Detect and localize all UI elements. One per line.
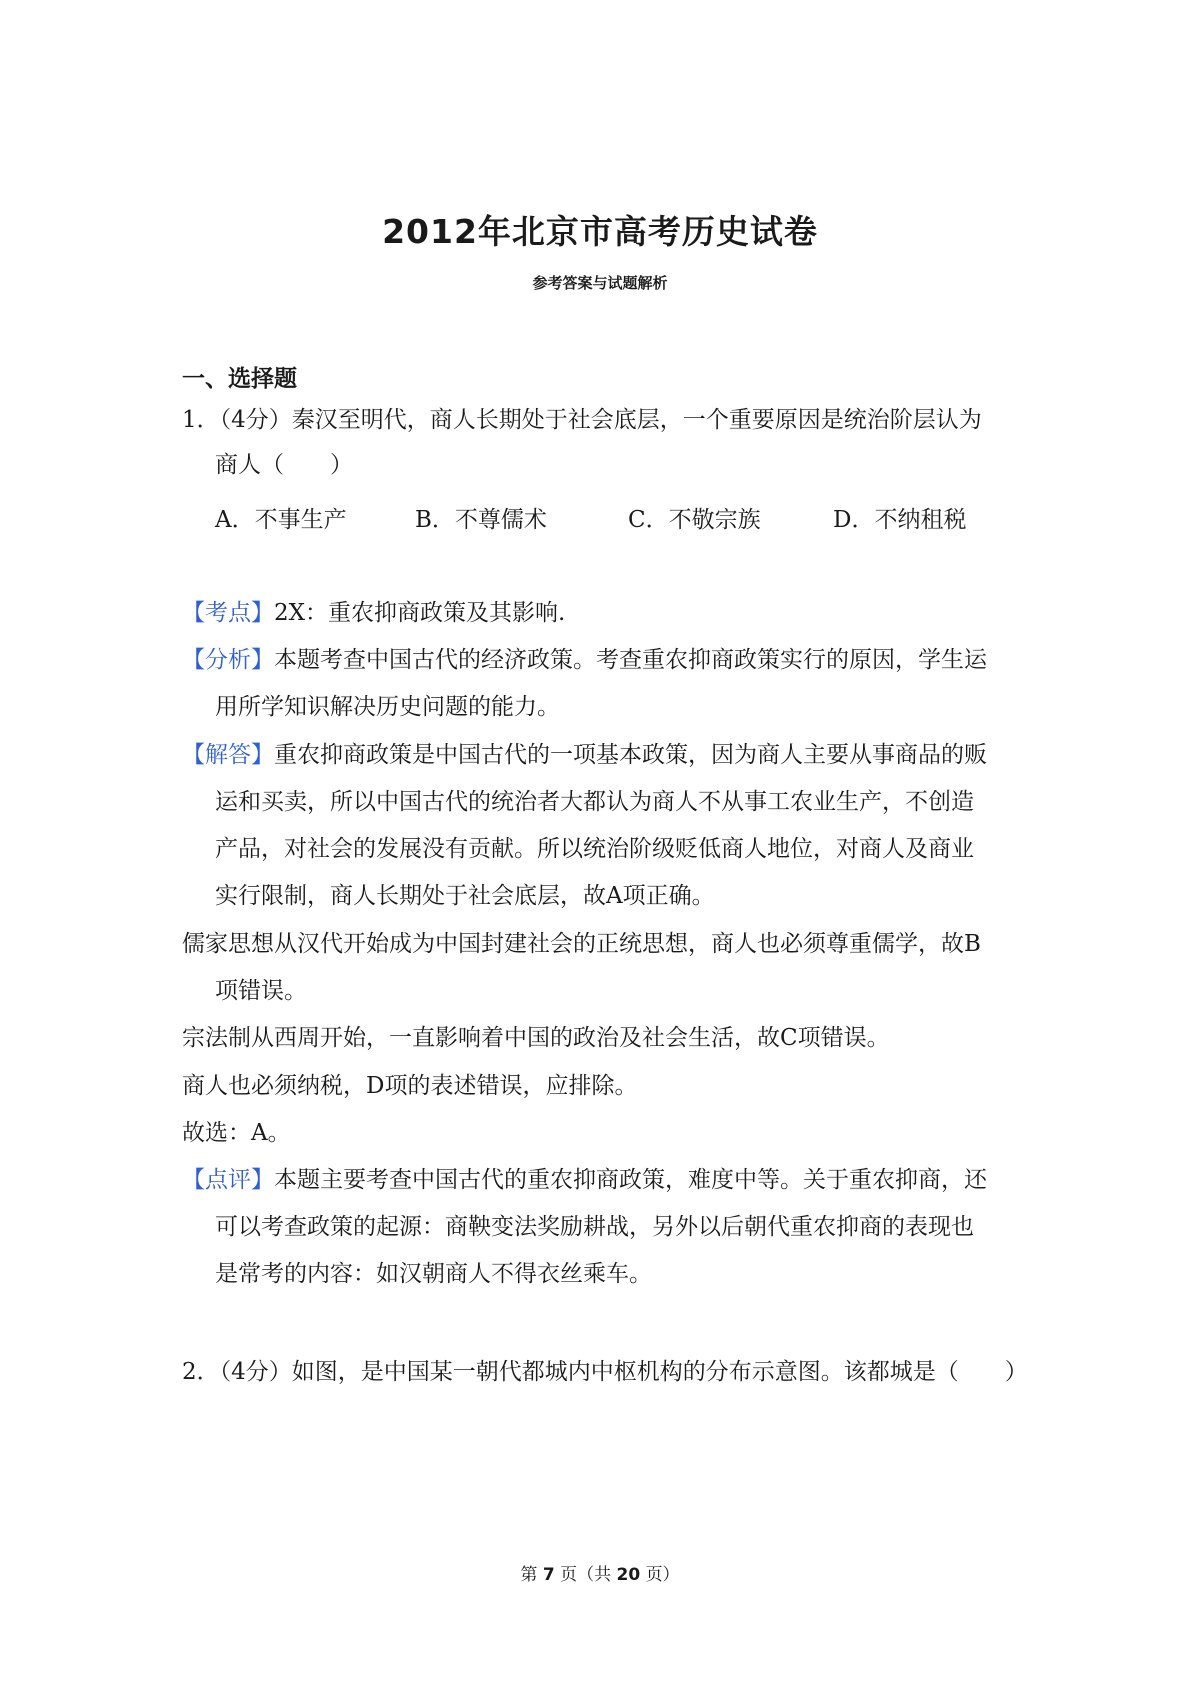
page-footer [0, 1560, 1200, 1585]
answer-line: 故选：A。 [182, 1120, 291, 1146]
q1-stem-line2: 商人（ ） [215, 452, 353, 478]
page-title: 2012年北京市高考历史试卷 [382, 212, 818, 251]
q1-option-d: D．不纳租税 [833, 507, 967, 533]
para-c: 宗法制从西周开始，一直影响着中国的政治及社会生活，故C项错误。 [182, 1025, 890, 1051]
footer-prefix: 第 [520, 1565, 538, 1585]
para-b-line1: 儒家思想从汉代开始成为中国封建社会的正统思想，商人也必须尊重儒学，故B [182, 931, 981, 957]
fenxi-line2: 用所学知识解决历史问题的能力。 [215, 694, 560, 720]
jieda-line3: 产品，对社会的发展没有贡献。所以统治阶级贬低商人地位，对商人及商业 [215, 836, 974, 862]
page-subtitle: 参考答案与试题解析 [532, 274, 668, 292]
para-d: 商人也必须纳税，D项的表述错误，应排除。 [182, 1073, 638, 1099]
q1-option-a: A．不事生产 [215, 507, 347, 533]
footer-page-number: 7 [542, 1565, 555, 1585]
q2-stem: 2．（4分）如图，是中国某一朝代都城内中枢机构的分布示意图。该都城是（ ） [182, 1359, 1028, 1385]
q1-fenxi [182, 645, 987, 675]
q1-dianping [182, 1165, 987, 1195]
q1-option-b: B．不尊儒术 [415, 507, 547, 533]
footer-suffix: 页） [645, 1565, 680, 1585]
kaodian-text: 2X：重农抑商政策及其影响. [274, 600, 566, 626]
fenxi-tag: 【分析】 [182, 647, 274, 673]
jieda-line4: 实行限制，商人长期处于社会底层，故A项正确。 [215, 883, 715, 909]
fenxi-line1: 本题考查中国古代的经济政策。考查重农抑商政策实行的原因，学生运 [274, 647, 987, 673]
para-b-line2: 项错误。 [215, 978, 307, 1004]
dianping-tag: 【点评】 [182, 1167, 274, 1193]
dianping-line1: 本题主要考查中国古代的重农抑商政策，难度中等。关于重农抑商，还 [274, 1167, 987, 1193]
q1-kaodian [182, 598, 565, 628]
q1-jieda [182, 740, 987, 770]
jieda-line1: 重农抑商政策是中国古代的一项基本政策，因为商人主要从事商品的贩 [274, 742, 987, 768]
section-heading: 一、选择题 [182, 366, 297, 392]
dianping-line3: 是常考的内容：如汉朝商人不得衣丝乘车。 [215, 1261, 652, 1287]
jieda-tag: 【解答】 [182, 742, 274, 768]
q1-option-c: C．不敬宗族 [628, 507, 761, 533]
footer-middle: 页（共 [560, 1565, 612, 1585]
footer-total-pages: 20 [616, 1565, 641, 1585]
q1-stem-line1: 1．（4分）秦汉至明代，商人长期处于社会底层，一个重要原因是统治阶层认为 [182, 407, 982, 433]
jieda-line2: 运和买卖，所以中国古代的统治者大都认为商人不从事工农业生产，不创造 [215, 789, 974, 815]
kaodian-tag: 【考点】 [182, 600, 274, 626]
dianping-line2: 可以考查政策的起源：商鞅变法奖励耕战，另外以后朝代重农抑商的表现也 [215, 1214, 974, 1240]
